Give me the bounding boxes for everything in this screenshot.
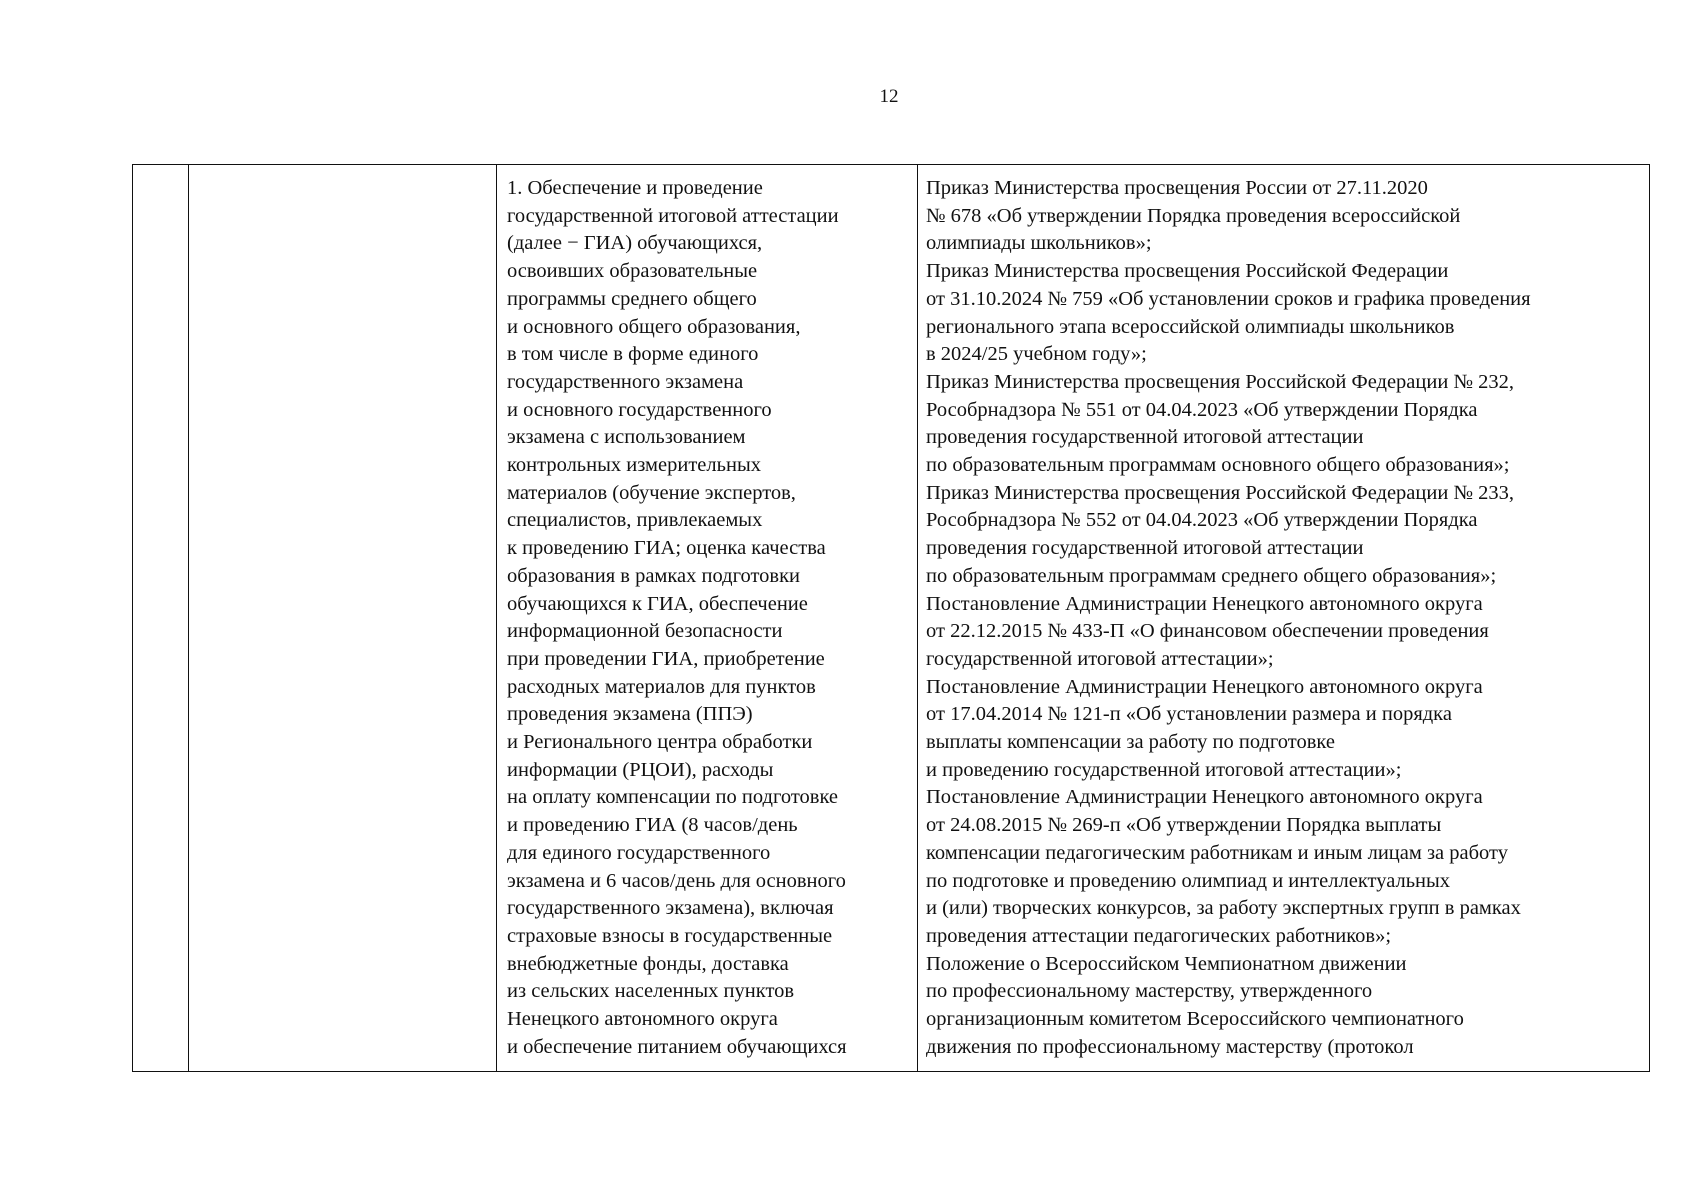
text-line: Положение о Всероссийском Чемпионатном движении [926,952,1407,975]
text-line: страховые взносы в государственные [507,924,833,947]
text-line: Приказ Министерства просвещения Российской Федерации № 232, [926,370,1515,393]
text-line: экзамена и 6 часов/день для основного [507,869,846,892]
text-line: регионального этапа всероссийской олимпиады школьников [926,315,1455,338]
text-line: при проведении ГИА, приобретение [507,647,825,670]
text-line: по профессиональному мастерству, утвержденного [926,980,1373,1003]
text-line: материалов (обучение экспертов, [507,481,796,504]
text-line: Приказ Министерства просвещения Российской Федерации № 233, [926,481,1515,504]
text-line: Постановление Администрации Ненецкого автономного округа [926,592,1483,615]
text-line: в том числе в форме единого [507,343,759,366]
text-line: государственной итоговой аттестации [507,204,839,227]
number-cell [133,165,189,1072]
text-line: Приказ Министерства просвещения Российской Федерации [926,260,1449,283]
text-line: Постановление Администрации Ненецкого автономного округа [926,786,1483,809]
page-number: 12 [879,86,899,107]
text-line: в 2024/25 учебном году»; [926,343,1147,366]
text-line: проведения экзамена (ППЭ) [507,703,753,726]
activity-description-text [497,165,917,1062]
text-line: движения по профессиональному мастерству (протокол [926,1035,1414,1058]
text-line: государственного экзамена), включая [507,897,834,920]
text-line: Постановление Администрации Ненецкого автономного округа [926,675,1483,698]
text-line: от 31.10.2024 № 759 «Об установлении сроков и графика проведения [926,287,1531,310]
text-line: и Регионального центра обработки [507,731,813,754]
text-line: от 17.04.2014 № 121-п «Об установлении размера и порядка [926,703,1452,726]
text-line: проведения государственной итоговой аттестации [926,537,1364,560]
text-line: Рособрнадзора № 551 от 04.04.2023 «Об утверждении Порядка [926,398,1478,421]
text-line: по образовательным программам основного общего образования»; [926,454,1510,477]
text-line: информационной безопасности [507,620,783,643]
text-line: выплаты компенсации за работу по подготовке [926,731,1335,754]
legal-basis-text [918,165,1649,1062]
text-line: 1. Обеспечение и проведение [507,177,763,199]
text-line: из сельских населенных пунктов [507,980,795,1003]
text-line: по образовательным программам среднего общего образования»; [926,564,1497,587]
activity-description-cell [497,165,918,1072]
text-line: олимпиады школьников»; [926,232,1152,255]
text-line: от 22.12.2015 № 433-П «О финансовом обеспечении проведения [926,620,1489,643]
text-line: освоивших образовательные [507,260,758,283]
text-line: программы среднего общего [507,287,757,310]
text-line: обучающихся к ГИА, обеспечение [507,592,808,615]
text-line: внебюджетные фонды, доставка [507,952,789,975]
text-line: по подготовке и проведению олимпиад и интеллектуальных [926,869,1451,892]
text-line: контрольных измерительных [507,454,761,477]
text-line: Рособрнадзора № 552 от 04.04.2023 «Об утверждении Порядка [926,509,1478,532]
text-line: государственного экзамена [507,370,744,393]
table-row [133,165,1650,1072]
document-table [132,164,1650,1072]
text-line: проведения государственной итоговой аттестации [926,426,1364,449]
legal-basis-cell [918,165,1650,1072]
text-line: (далее − ГИА) обучающихся, [507,232,763,255]
text-line: для единого государственного [507,841,771,864]
text-line: к проведению ГИА; оценка качества [507,537,826,560]
text-line: проведения аттестации педагогических работников»; [926,924,1392,947]
text-line: и проведению государственной итоговой аттестации»; [926,758,1402,781]
text-line: и обеспечение питанием обучающихся [507,1035,847,1058]
text-line: образования в рамках подготовки [507,564,800,587]
text-line: Ненецкого автономного округа [507,1008,778,1031]
text-line: организационным комитетом Всероссийского чемпионатного [926,1008,1464,1031]
text-line: и проведению ГИА (8 часов/день [507,814,798,837]
text-line: от 24.08.2015 № 269-п «Об утверждении Порядка выплаты [926,814,1442,837]
text-line: № 678 «Об утверждении Порядка проведения всероссийской [926,204,1461,227]
text-line: специалистов, привлекаемых [507,509,763,532]
text-line: информации (РЦОИ), расходы [507,758,774,781]
text-line: расходных материалов для пунктов [507,675,816,698]
text-line: государственной итоговой аттестации»; [926,647,1274,670]
name-cell [189,165,497,1072]
text-line: компенсации педагогическим работникам и иным лицам за работу [926,841,1508,864]
text-line: и (или) творческих конкурсов, за работу экспертных групп в рамках [926,897,1521,920]
text-line: Приказ Министерства просвещения России от 27.11.2020 [926,177,1428,199]
text-line: и основного общего образования, [507,315,801,338]
text-line: на оплату компенсации по подготовке [507,786,839,809]
text-line: экзамена с использованием [507,426,746,449]
text-line: и основного государственного [507,398,772,421]
